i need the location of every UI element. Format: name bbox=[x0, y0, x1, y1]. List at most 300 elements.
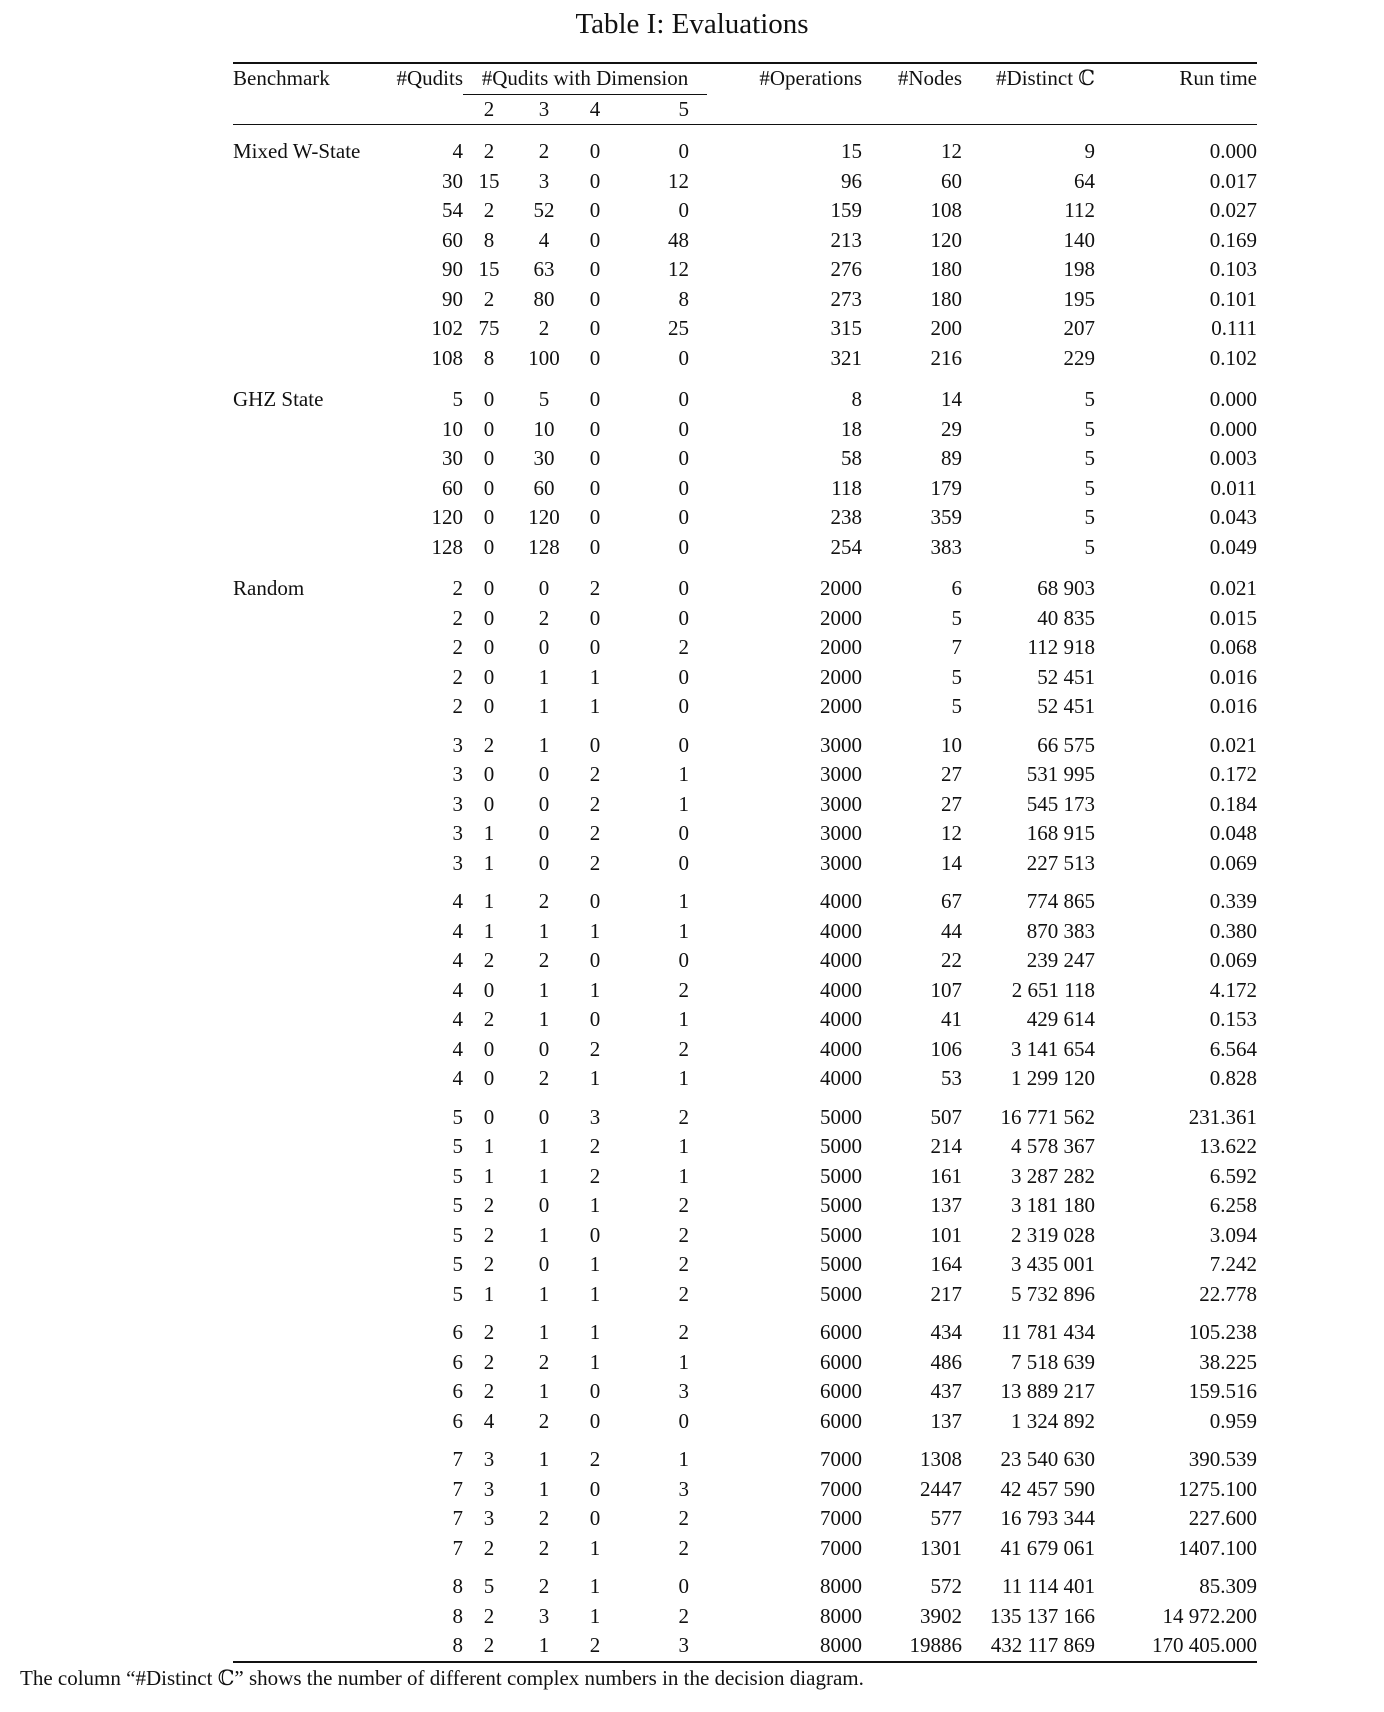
cell-qudits: 4 bbox=[452, 1036, 463, 1061]
cell-qudits: 90 bbox=[442, 257, 463, 281]
cell-qudits: 2 bbox=[452, 576, 463, 600]
table-row bbox=[233, 1064, 1257, 1094]
cell-distinct: 135 137 166 bbox=[990, 1603, 1095, 1628]
cell-dim4: 0 bbox=[589, 1222, 601, 1247]
cell-distinct: 42 457 590 bbox=[1000, 1476, 1095, 1501]
cell-dim2: 0 bbox=[483, 1066, 495, 1090]
cell-distinct: 13 889 217 bbox=[1000, 1379, 1095, 1403]
cell-dim3: 2 bbox=[538, 1408, 550, 1433]
header-benchmark: Benchmark bbox=[233, 66, 330, 91]
cell-dim4: 1 bbox=[589, 1281, 601, 1306]
cell-dim2: 2 bbox=[483, 948, 495, 972]
cell-runtime: 0.959 bbox=[1209, 1408, 1257, 1433]
cell-operations: 159 bbox=[830, 198, 862, 222]
cell-runtime: 4.172 bbox=[1209, 977, 1257, 1002]
cell-nodes: 164 bbox=[930, 1252, 962, 1276]
cell-nodes: 200 bbox=[930, 316, 962, 340]
table-row bbox=[233, 663, 1257, 693]
cell-dim2: 2 bbox=[483, 732, 495, 757]
header-qudits: #Qudits bbox=[396, 66, 463, 91]
cell-runtime: 0.153 bbox=[1209, 1007, 1257, 1031]
cell-dim5: 0 bbox=[678, 948, 689, 972]
cell-dim5: 3 bbox=[678, 1379, 689, 1403]
cell-qudits: 30 bbox=[442, 168, 463, 193]
cell-dim3: 2 bbox=[538, 605, 550, 630]
cell-operations: 6000 bbox=[820, 1320, 862, 1344]
table-row bbox=[233, 533, 1257, 563]
cell-nodes: 137 bbox=[930, 1193, 962, 1217]
cell-runtime: 22.778 bbox=[1199, 1281, 1257, 1306]
cell-distinct: 112 918 bbox=[1027, 635, 1095, 659]
cell-dim2: 1 bbox=[483, 918, 495, 943]
cell-qudits: 4 bbox=[452, 948, 463, 972]
benchmark-name bbox=[233, 1436, 383, 1475]
cell-nodes: 216 bbox=[930, 345, 962, 370]
table-body bbox=[233, 125, 1257, 1662]
cell-nodes: 3902 bbox=[920, 1603, 962, 1628]
cell-dim3: 5 bbox=[538, 387, 550, 411]
table-row bbox=[233, 196, 1257, 226]
dim-5: 5 bbox=[678, 96, 689, 121]
cell-qudits: 4 bbox=[452, 889, 463, 913]
cell-nodes: 29 bbox=[941, 416, 962, 441]
cell-dim3: 2 bbox=[538, 1506, 550, 1530]
cell-qudits: 102 bbox=[431, 316, 463, 340]
table-row bbox=[233, 125, 1257, 167]
cell-runtime: 0.011 bbox=[1210, 475, 1257, 500]
header-nodes: #Nodes bbox=[897, 66, 962, 91]
table-row bbox=[233, 1309, 1257, 1348]
cell-qudits: 5 bbox=[452, 1104, 463, 1129]
benchmark-name bbox=[233, 1475, 383, 1505]
cell-operations: 7000 bbox=[820, 1535, 862, 1560]
cell-dim3: 0 bbox=[538, 850, 550, 875]
table-row bbox=[233, 1191, 1257, 1221]
cell-runtime: 0.000 bbox=[1209, 387, 1257, 411]
cell-nodes: 1301 bbox=[920, 1535, 962, 1560]
cell-distinct: 432 117 869 bbox=[990, 1633, 1095, 1657]
cell-dim5: 1 bbox=[678, 1163, 689, 1188]
cell-dim2: 0 bbox=[483, 1104, 495, 1129]
cell-dim5: 2 bbox=[678, 1222, 689, 1247]
table-row bbox=[233, 1035, 1257, 1065]
benchmark-name bbox=[233, 692, 383, 722]
cell-qudits: 3 bbox=[452, 762, 463, 786]
table-caption: Table I: Evaluations bbox=[575, 8, 809, 40]
cell-dim4: 0 bbox=[589, 227, 601, 252]
cell-dim2: 2 bbox=[483, 1535, 495, 1560]
cell-dim5: 0 bbox=[678, 416, 689, 441]
benchmark-name bbox=[233, 314, 383, 344]
cell-distinct: 3 435 001 bbox=[1011, 1252, 1095, 1276]
cell-dim5: 0 bbox=[678, 345, 689, 370]
cell-qudits: 6 bbox=[452, 1408, 463, 1433]
table-row bbox=[233, 1407, 1257, 1437]
cell-distinct: 207 bbox=[1063, 316, 1095, 340]
cell-dim4: 2 bbox=[589, 1134, 601, 1158]
cell-nodes: 507 bbox=[930, 1104, 962, 1129]
cell-operations: 3000 bbox=[820, 850, 862, 875]
cell-operations: 18 bbox=[841, 416, 862, 441]
cell-nodes: 10 bbox=[941, 732, 962, 757]
cell-runtime: 0.017 bbox=[1209, 168, 1257, 193]
cell-nodes: 41 bbox=[941, 1007, 962, 1031]
cell-nodes: 22 bbox=[941, 948, 962, 972]
cell-operations: 213 bbox=[830, 227, 862, 252]
cell-qudits: 6 bbox=[452, 1320, 463, 1344]
cell-distinct: 239 247 bbox=[1026, 948, 1095, 972]
table-row bbox=[233, 1094, 1257, 1133]
cell-operations: 2000 bbox=[820, 664, 862, 689]
cell-dim4: 0 bbox=[589, 505, 601, 529]
cell-nodes: 161 bbox=[930, 1163, 962, 1188]
benchmark-name bbox=[233, 533, 383, 563]
cell-dim3: 0 bbox=[538, 1252, 550, 1276]
cell-operations: 3000 bbox=[820, 732, 862, 757]
cell-distinct: 16 793 344 bbox=[1000, 1506, 1095, 1530]
cell-operations: 7000 bbox=[820, 1476, 862, 1501]
table-row bbox=[233, 633, 1257, 663]
benchmark-name bbox=[233, 633, 383, 663]
cell-dim3: 1 bbox=[538, 1447, 550, 1471]
table-row bbox=[233, 604, 1257, 634]
cell-nodes: 137 bbox=[930, 1408, 962, 1433]
table-row bbox=[233, 226, 1257, 256]
cell-dim4: 0 bbox=[589, 1007, 601, 1031]
benchmark-name bbox=[233, 946, 383, 976]
cell-dim5: 0 bbox=[678, 387, 689, 411]
cell-qudits: 90 bbox=[442, 286, 463, 311]
table-footnote: The column “#Distinct ℂ” shows the number of different complex numbers in the decision diagram. bbox=[20, 1666, 864, 1690]
cell-runtime: 14 972.200 bbox=[1162, 1603, 1257, 1628]
cell-dim2: 3 bbox=[483, 1447, 495, 1471]
cell-dim2: 2 bbox=[483, 286, 495, 311]
cell-dim2: 3 bbox=[483, 1476, 495, 1501]
cell-runtime: 0.016 bbox=[1209, 664, 1257, 689]
cell-nodes: 217 bbox=[930, 1281, 962, 1306]
cell-qudits: 8 bbox=[452, 1603, 463, 1628]
cell-nodes: 60 bbox=[941, 168, 962, 193]
cell-dim2: 1 bbox=[483, 850, 495, 875]
cell-dim4: 2 bbox=[589, 1447, 601, 1471]
dim-2: 2 bbox=[483, 96, 495, 121]
cell-dim5: 25 bbox=[668, 316, 689, 340]
cell-runtime: 0.111 bbox=[1211, 316, 1257, 340]
cell-runtime: 85.309 bbox=[1199, 1574, 1257, 1598]
cell-dim3: 1 bbox=[538, 1134, 550, 1158]
cell-distinct: 5 bbox=[1084, 446, 1095, 470]
cell-dim2: 0 bbox=[483, 576, 495, 600]
cell-dim3: 2 bbox=[538, 1535, 550, 1560]
cell-qudits: 5 bbox=[452, 1281, 463, 1306]
cell-dim5: 2 bbox=[678, 1036, 689, 1061]
benchmark-name: Random bbox=[233, 576, 305, 600]
cell-dim4: 0 bbox=[589, 889, 601, 913]
cell-qudits: 54 bbox=[442, 198, 463, 222]
cell-qudits: 30 bbox=[442, 446, 463, 470]
cell-runtime: 0.021 bbox=[1209, 732, 1257, 757]
cell-dim5: 0 bbox=[678, 534, 689, 559]
cell-dim2: 2 bbox=[483, 1603, 495, 1628]
cell-dim4: 1 bbox=[589, 1349, 601, 1374]
benchmark-name bbox=[233, 1191, 383, 1221]
cell-distinct: 66 575 bbox=[1037, 732, 1095, 757]
header-operations: #Operations bbox=[759, 66, 862, 91]
cell-dim2: 0 bbox=[483, 791, 495, 816]
cell-dim4: 0 bbox=[589, 1379, 601, 1403]
cell-runtime: 0.169 bbox=[1209, 227, 1257, 252]
table-row bbox=[233, 285, 1257, 315]
table-row bbox=[233, 344, 1257, 374]
cell-distinct: 227 513 bbox=[1026, 850, 1095, 875]
cell-nodes: 5 bbox=[951, 664, 962, 689]
cell-runtime: 6.592 bbox=[1209, 1163, 1257, 1188]
cell-operations: 4000 bbox=[820, 1007, 862, 1031]
benchmark-name bbox=[233, 1504, 383, 1534]
cell-dim3: 1 bbox=[538, 664, 550, 689]
cell-distinct: 140 bbox=[1063, 227, 1095, 252]
cell-dim5: 1 bbox=[678, 1066, 689, 1090]
cell-dim5: 1 bbox=[678, 791, 689, 816]
table-row bbox=[233, 255, 1257, 285]
benchmark-name bbox=[233, 1221, 383, 1251]
cell-dim5: 0 bbox=[678, 139, 689, 163]
cell-operations: 2000 bbox=[820, 605, 862, 630]
benchmark-name bbox=[233, 503, 383, 533]
cell-dim4: 1 bbox=[589, 1574, 601, 1598]
cell-qudits: 8 bbox=[452, 1574, 463, 1598]
cell-dim4: 2 bbox=[589, 576, 601, 600]
cell-nodes: 437 bbox=[930, 1379, 962, 1403]
cell-runtime: 0.021 bbox=[1209, 576, 1257, 600]
cell-dim5: 0 bbox=[678, 475, 689, 500]
cell-dim4: 0 bbox=[589, 948, 601, 972]
cell-qudits: 5 bbox=[452, 1252, 463, 1276]
cell-dim2: 2 bbox=[483, 1007, 495, 1031]
benchmark-name bbox=[233, 1005, 383, 1035]
cell-dim3: 3 bbox=[538, 168, 550, 193]
cell-operations: 273 bbox=[830, 286, 862, 311]
cell-dim3: 1 bbox=[538, 1320, 550, 1344]
cell-distinct: 112 bbox=[1064, 198, 1095, 222]
cell-dim4: 2 bbox=[589, 1633, 601, 1657]
cell-nodes: 180 bbox=[930, 257, 962, 281]
cell-dim2: 0 bbox=[483, 635, 495, 659]
cell-distinct: 52 451 bbox=[1037, 694, 1095, 718]
cell-dim4: 0 bbox=[589, 257, 601, 281]
cell-dim5: 1 bbox=[678, 1007, 689, 1031]
cell-qudits: 108 bbox=[431, 345, 463, 370]
header-row bbox=[233, 63, 1257, 94]
benchmark-name bbox=[233, 1250, 383, 1280]
benchmark-name bbox=[233, 1631, 383, 1662]
cell-nodes: 1308 bbox=[920, 1447, 962, 1471]
cell-qudits: 120 bbox=[431, 505, 463, 529]
cell-nodes: 6 bbox=[951, 576, 962, 600]
table-row bbox=[233, 1563, 1257, 1602]
dim-3: 3 bbox=[538, 96, 550, 121]
table-row bbox=[233, 1504, 1257, 1534]
cell-nodes: 14 bbox=[941, 850, 962, 875]
benchmark-name bbox=[233, 1377, 383, 1407]
cell-qudits: 128 bbox=[431, 534, 463, 559]
cell-operations: 4000 bbox=[820, 1036, 862, 1061]
benchmark-name bbox=[233, 917, 383, 947]
cell-dim2: 8 bbox=[483, 227, 495, 252]
cell-qudits: 3 bbox=[452, 732, 463, 757]
cell-dim4: 2 bbox=[589, 821, 601, 845]
table-row bbox=[233, 444, 1257, 474]
cell-operations: 58 bbox=[841, 446, 862, 470]
cell-dim3: 2 bbox=[538, 1066, 550, 1090]
cell-dim5: 2 bbox=[678, 1252, 689, 1276]
benchmark-name bbox=[233, 604, 383, 634]
table-row bbox=[233, 1348, 1257, 1378]
cell-dim5: 0 bbox=[678, 605, 689, 630]
cell-runtime: 0.048 bbox=[1209, 821, 1257, 845]
cell-dim5: 8 bbox=[678, 286, 689, 311]
cell-dim5: 0 bbox=[678, 446, 689, 470]
cell-dim2: 0 bbox=[483, 1036, 495, 1061]
evaluations-table bbox=[233, 62, 1257, 1663]
cell-distinct: 4 578 367 bbox=[1011, 1134, 1095, 1158]
cell-runtime: 7.242 bbox=[1209, 1252, 1257, 1276]
cell-dim2: 2 bbox=[483, 1252, 495, 1276]
benchmark-name bbox=[233, 1132, 383, 1162]
table-row bbox=[233, 314, 1257, 344]
cell-distinct: 9 bbox=[1084, 139, 1095, 163]
cell-nodes: 19886 bbox=[909, 1633, 962, 1657]
table-row bbox=[233, 503, 1257, 533]
cell-dim4: 0 bbox=[589, 1408, 601, 1433]
cell-dim5: 2 bbox=[678, 977, 689, 1002]
cell-dim2: 1 bbox=[483, 1281, 495, 1306]
cell-dim3: 1 bbox=[538, 1379, 550, 1403]
cell-nodes: 572 bbox=[930, 1574, 962, 1598]
cell-runtime: 0.172 bbox=[1209, 762, 1257, 786]
cell-dim4: 3 bbox=[589, 1104, 601, 1129]
cell-dim2: 1 bbox=[483, 889, 495, 913]
subheader-row bbox=[233, 94, 1257, 125]
cell-operations: 254 bbox=[830, 534, 862, 559]
benchmark-name bbox=[233, 1162, 383, 1192]
header-qudits-with-dimension: #Qudits with Dimension bbox=[463, 63, 707, 94]
benchmark-name bbox=[233, 1094, 383, 1133]
cell-distinct: 168 915 bbox=[1026, 821, 1095, 845]
cell-runtime: 38.225 bbox=[1199, 1349, 1257, 1374]
cell-dim4: 1 bbox=[589, 1535, 601, 1560]
cell-dim4: 1 bbox=[589, 664, 601, 689]
cell-operations: 5000 bbox=[820, 1104, 862, 1129]
cell-dim2: 3 bbox=[483, 1506, 495, 1530]
cell-runtime: 0.003 bbox=[1209, 446, 1257, 470]
benchmark-name bbox=[233, 474, 383, 504]
cell-operations: 4000 bbox=[820, 1066, 862, 1090]
cell-qudits: 5 bbox=[452, 1222, 463, 1247]
cell-operations: 5000 bbox=[820, 1193, 862, 1217]
cell-dim5: 0 bbox=[678, 821, 689, 845]
cell-dim5: 1 bbox=[678, 1447, 689, 1471]
cell-dim5: 0 bbox=[678, 576, 689, 600]
cell-dim4: 1 bbox=[589, 1193, 601, 1217]
cell-qudits: 7 bbox=[452, 1476, 463, 1501]
cell-operations: 238 bbox=[830, 505, 862, 529]
cell-runtime: 0.016 bbox=[1209, 694, 1257, 718]
cell-dim2: 15 bbox=[478, 168, 500, 193]
table-row bbox=[233, 946, 1257, 976]
cell-dim4: 0 bbox=[589, 635, 601, 659]
cell-dim3: 52 bbox=[533, 198, 555, 222]
cell-dim2: 75 bbox=[478, 316, 500, 340]
cell-distinct: 195 bbox=[1063, 286, 1095, 311]
cell-dim5: 0 bbox=[678, 1408, 689, 1433]
cell-dim3: 2 bbox=[538, 889, 550, 913]
cell-dim3: 0 bbox=[538, 762, 550, 786]
cell-qudits: 6 bbox=[452, 1349, 463, 1374]
cell-qudits: 3 bbox=[452, 850, 463, 875]
cell-distinct: 2 651 118 bbox=[1011, 977, 1095, 1002]
cell-nodes: 486 bbox=[930, 1349, 962, 1374]
cell-runtime: 159.516 bbox=[1188, 1379, 1257, 1403]
cell-dim3: 2 bbox=[538, 316, 550, 340]
cell-qudits: 2 bbox=[452, 664, 463, 689]
table-row bbox=[233, 1162, 1257, 1192]
cell-dim3: 0 bbox=[538, 635, 550, 659]
cell-dim4: 1 bbox=[589, 694, 601, 718]
cell-operations: 96 bbox=[841, 168, 862, 193]
cell-runtime: 0.380 bbox=[1209, 918, 1257, 943]
cell-dim3: 0 bbox=[538, 1036, 550, 1061]
table-row bbox=[233, 415, 1257, 445]
cell-operations: 6000 bbox=[820, 1408, 862, 1433]
cell-qudits: 3 bbox=[452, 821, 463, 845]
cell-distinct: 40 835 bbox=[1037, 605, 1095, 630]
cell-dim3: 1 bbox=[538, 732, 550, 757]
cell-dim3: 30 bbox=[533, 446, 555, 470]
cell-qudits: 10 bbox=[442, 416, 463, 441]
cell-dim3: 100 bbox=[528, 345, 560, 370]
cell-runtime: 227.600 bbox=[1188, 1506, 1257, 1530]
cell-distinct: 2 319 028 bbox=[1011, 1222, 1095, 1247]
cell-operations: 8000 bbox=[820, 1574, 862, 1598]
cell-qudits: 4 bbox=[452, 1066, 463, 1090]
cell-dim3: 120 bbox=[528, 505, 560, 529]
cell-operations: 15 bbox=[841, 139, 862, 163]
benchmark-name bbox=[233, 255, 383, 285]
cell-dim2: 2 bbox=[483, 1633, 495, 1657]
cell-dim2: 2 bbox=[483, 198, 495, 222]
cell-dim3: 1 bbox=[538, 1281, 550, 1306]
cell-distinct: 774 865 bbox=[1026, 889, 1095, 913]
cell-runtime: 0.049 bbox=[1209, 534, 1257, 559]
table-row bbox=[233, 790, 1257, 820]
cell-dim5: 0 bbox=[678, 850, 689, 875]
cell-operations: 2000 bbox=[820, 694, 862, 718]
cell-dim4: 2 bbox=[589, 1036, 601, 1061]
cell-nodes: 107 bbox=[930, 977, 962, 1002]
cell-runtime: 0.339 bbox=[1209, 889, 1257, 913]
cell-dim3: 1 bbox=[538, 977, 550, 1002]
benchmark-name bbox=[233, 226, 383, 256]
cell-runtime: 0.068 bbox=[1209, 635, 1257, 659]
cell-dim5: 12 bbox=[668, 168, 689, 193]
cell-dim4: 0 bbox=[589, 1476, 601, 1501]
cell-dim3: 10 bbox=[533, 416, 555, 441]
cell-dim4: 0 bbox=[589, 534, 601, 559]
cell-dim3: 0 bbox=[538, 1104, 550, 1129]
cell-distinct: 23 540 630 bbox=[1000, 1447, 1095, 1471]
cell-dim3: 4 bbox=[538, 227, 550, 252]
